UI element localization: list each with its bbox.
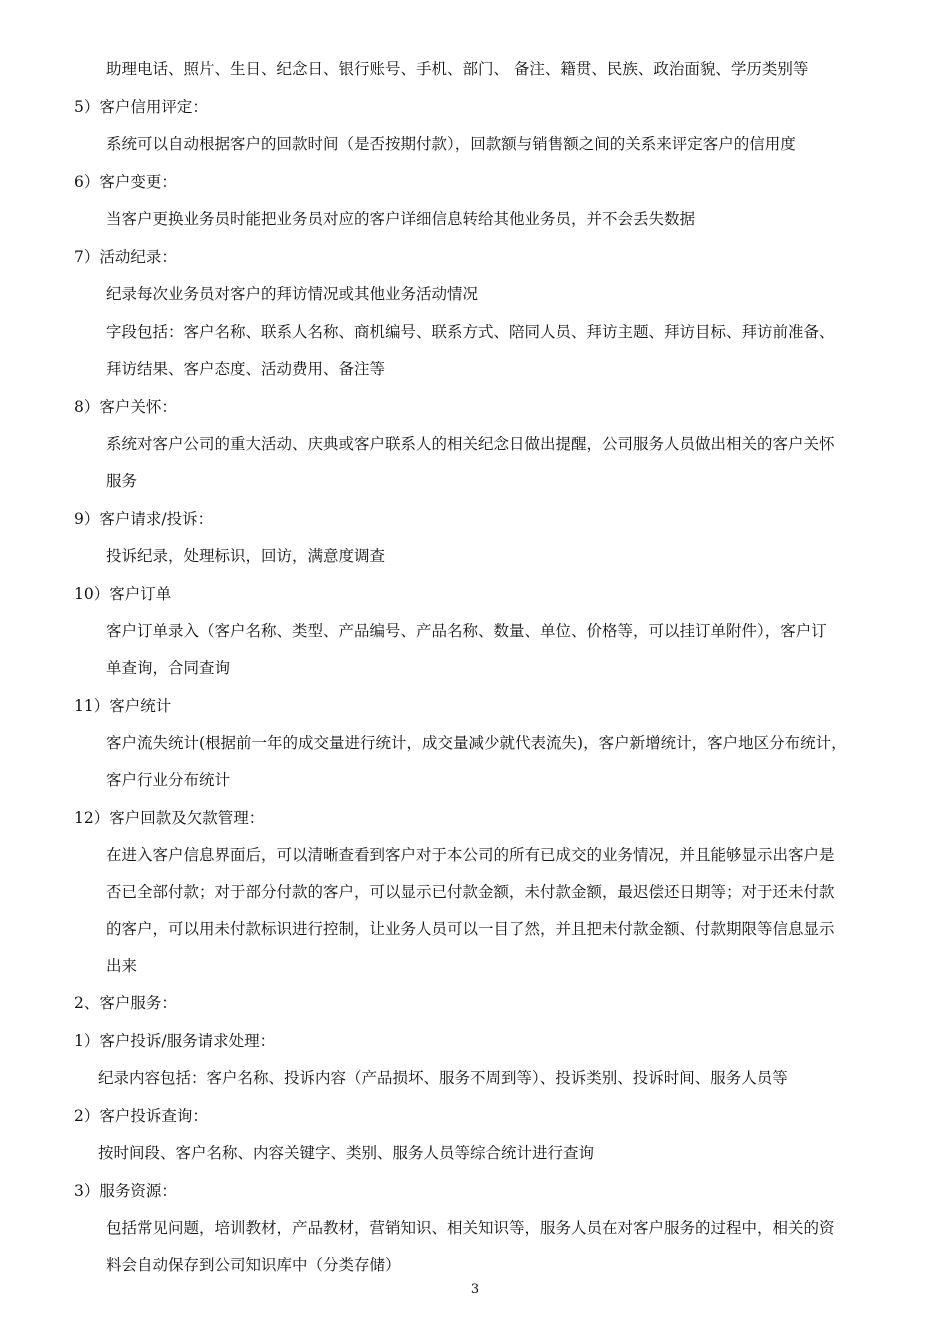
paragraph-line: 纪录每次业务员对客户的拜访情况或其他业务活动情况 — [106, 285, 479, 303]
section-heading: 11）客户统计 — [74, 697, 172, 715]
page-number: 3 — [470, 1282, 480, 1297]
section-heading: 9）客户请求/投诉： — [74, 510, 214, 528]
section-heading: 6）客户变更： — [74, 173, 177, 191]
paragraph-line: 的客户，可以用未付款标识进行控制，让业务人员可以一目了然，并且把未付款金额、付款期限等信息显示 — [106, 920, 835, 938]
section-heading: 12）客户回款及欠款管理： — [74, 809, 265, 827]
paragraph-line: 字段包括：客户名称、联系人名称、商机编号、联系方式、陪同人员、拜访主题、拜访目标、拜访前准备、 — [106, 323, 835, 341]
paragraph-line: 客户行业分布统计 — [106, 771, 231, 789]
paragraph-line: 客户订单录入（客户名称、类型、产品编号、产品名称、数量、单位、价格等，可以挂订单附件），客户订 — [106, 622, 827, 640]
paragraph-line: 拜访结果、客户态度、活动费用、备注等 — [106, 360, 386, 378]
paragraph-line: 纪录内容包括：客户名称、投诉内容（产品损坏、服务不周到等）、投诉类别、投诉时间、服务人员等 — [98, 1069, 788, 1087]
paragraph-line: 单查询，合同查询 — [106, 659, 231, 677]
section-heading: 3）服务资源： — [74, 1182, 177, 1200]
paragraph-line: 系统对客户公司的重大活动、庆典或客户联系人的相关纪念日做出提醒，公司服务人员做出相关的客户关怀 — [106, 435, 835, 453]
section-heading: 2、客户服务： — [74, 994, 177, 1012]
paragraph-line: 否已全部付款；对于部分付款的客户，可以显示已付款金额，未付款金额，最迟偿还日期等；对于还未付款 — [106, 883, 835, 901]
paragraph-line: 服务 — [106, 472, 138, 490]
paragraph-line: 助理电话、照片、生日、纪念日、银行账号、手机、部门、 备注、籍贯、民族、政治面貌、学历类别等 — [106, 60, 809, 78]
paragraph-line: 料会自动保存到公司知识库中（分类存储） — [106, 1256, 401, 1274]
paragraph-line: 包括常见问题，培训教材，产品教材，营销知识、相关知识等，服务人员在对客户服务的过程中，相关的资 — [106, 1219, 835, 1237]
section-heading: 5）客户信用评定： — [74, 98, 208, 116]
paragraph-line: 投诉纪录，处理标识，回访，满意度调查 — [106, 547, 386, 565]
section-heading: 8）客户关怀： — [74, 398, 177, 416]
paragraph-line: 客户流失统计(根据前一年的成交量进行统计，成交量减少就代表流失)，客户新增统计，客户地区分布统计， — [106, 734, 847, 752]
paragraph-line: 系统可以自动根据客户的回款时间（是否按期付款），回款额与销售额之间的关系来评定客户的信用度 — [106, 135, 796, 153]
section-heading: 10）客户订单 — [74, 585, 172, 603]
section-heading: 2）客户投诉查询： — [74, 1107, 208, 1125]
section-heading: 1）客户投诉/服务请求处理： — [74, 1032, 276, 1050]
paragraph-line: 按时间段、客户名称、内容关键字、类别、服务人员等综合统计进行查询 — [98, 1144, 595, 1162]
paragraph-line: 出来 — [106, 957, 138, 975]
paragraph-line: 当客户更换业务员时能把业务员对应的客户详细信息转给其他业务员，并不会丢失数据 — [106, 210, 696, 228]
section-heading: 7）活动纪录： — [74, 248, 177, 266]
paragraph-line: 在进入客户信息界面后，可以清晰查看到客户对于本公司的所有已成交的业务情况，并且能够显示出客户是 — [106, 846, 835, 864]
